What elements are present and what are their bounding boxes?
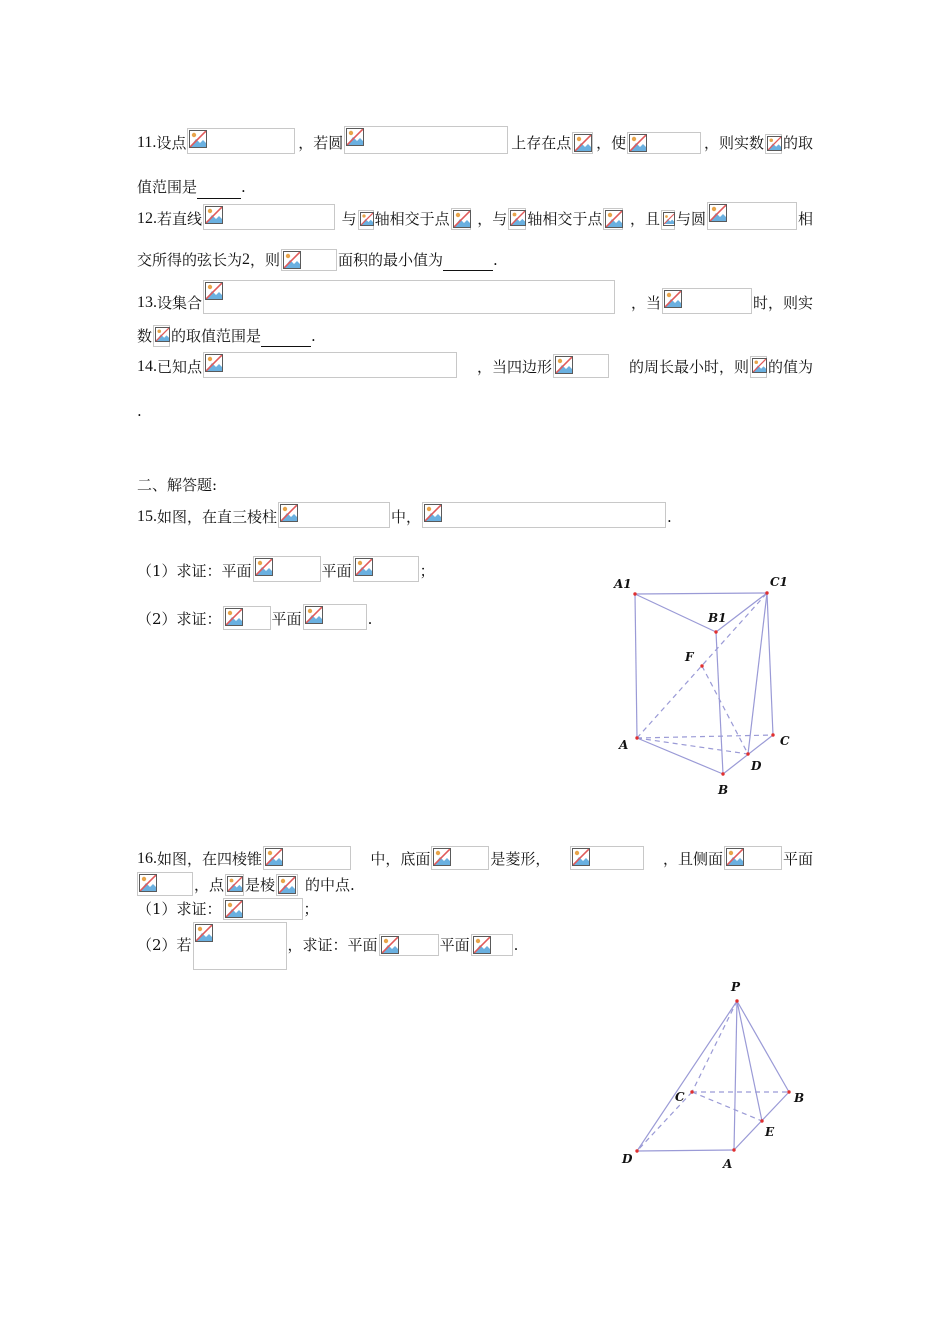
broken-image-icon	[473, 936, 491, 954]
broken-image-icon	[139, 874, 157, 892]
broken-image-icon	[663, 212, 675, 226]
q15-line-1	[137, 502, 813, 528]
q15-text: 中，	[391, 508, 422, 526]
broken-image-icon	[355, 558, 373, 576]
broken-image-icon	[205, 354, 223, 372]
formula-image-placeholder	[765, 134, 782, 154]
broken-image-icon	[225, 900, 243, 918]
q16-part-1	[137, 898, 813, 920]
formula-image-placeholder	[223, 898, 303, 920]
broken-image-icon	[205, 282, 223, 300]
formula-image-placeholder	[750, 356, 767, 378]
q14-text: .	[137, 402, 142, 420]
formula-image-placeholder	[379, 934, 439, 956]
q11-text: 设点	[156, 134, 187, 152]
formula-image-placeholder	[724, 846, 782, 870]
point-C	[690, 1090, 693, 1093]
broken-image-icon	[225, 608, 243, 626]
point-C	[771, 733, 774, 736]
q12-text: 与圆	[675, 210, 706, 228]
q15-text: 平面	[271, 610, 302, 628]
label-P: P	[731, 980, 741, 994]
pyramid-figure	[610, 975, 810, 1175]
broken-image-icon	[360, 212, 374, 226]
broken-image-icon	[280, 504, 298, 522]
hidden-segment-FD	[702, 666, 748, 754]
label-A1: A1	[614, 577, 632, 591]
hidden-segment-CE	[692, 1092, 762, 1121]
point-C1	[765, 591, 768, 594]
formula-image-placeholder	[572, 132, 593, 154]
answer-blank	[197, 176, 241, 199]
broken-image-icon	[381, 936, 399, 954]
label-C1: C1	[770, 575, 788, 589]
edge-PA	[734, 1001, 737, 1150]
broken-image-icon	[305, 606, 323, 624]
formula-image-placeholder	[281, 249, 337, 271]
q12-text: 轴相交于点	[527, 210, 603, 228]
q11-line-1	[137, 126, 813, 154]
q13-text: .	[311, 327, 316, 345]
q14-text: 已知点	[157, 358, 203, 376]
q16-text: 平面	[439, 936, 470, 954]
formula-image-placeholder	[303, 604, 367, 630]
broken-image-icon	[574, 134, 592, 152]
label-B: B	[718, 783, 729, 797]
q12-line-2	[137, 248, 813, 271]
broken-image-icon	[278, 876, 296, 894]
q12-text: 2	[242, 251, 251, 268]
section-title: 二、解答题:	[137, 476, 218, 494]
q13-number: 13.	[137, 294, 157, 311]
q16-text: 的中点.	[305, 876, 355, 894]
q15-text: 平面	[321, 562, 352, 580]
q13-text: 设集合	[157, 294, 203, 312]
formula-image-placeholder	[422, 502, 666, 528]
broken-image-icon	[424, 504, 442, 522]
segment-PE	[737, 1001, 762, 1121]
q16-part-2	[137, 920, 813, 970]
edge-DA	[637, 1150, 734, 1151]
formula-image-placeholder	[508, 208, 526, 230]
q12-text: 与	[341, 210, 357, 228]
formula-image-placeholder	[570, 846, 644, 870]
q15-text: ；	[419, 562, 435, 580]
q11-text: 的取	[782, 134, 813, 152]
q16-text: 平面	[782, 850, 813, 868]
formula-image-placeholder	[344, 126, 508, 154]
point-A	[635, 736, 638, 739]
label-B: B	[794, 1091, 805, 1105]
formula-image-placeholder	[137, 872, 193, 896]
edge-PB	[737, 1001, 789, 1092]
q11-text: 上存在点	[511, 134, 572, 152]
edge-PD	[637, 1001, 737, 1151]
broken-image-icon	[726, 848, 744, 866]
point-D	[746, 752, 749, 755]
broken-image-icon	[189, 130, 207, 148]
q11-text: 值范围是	[137, 178, 198, 196]
q13-line-1	[137, 280, 813, 314]
q12-text: 交所得的弦长为	[137, 251, 243, 269]
q15-text: .	[667, 508, 672, 526]
q14-line-1	[137, 352, 813, 378]
point-P	[735, 999, 738, 1002]
formula-image-placeholder	[707, 202, 797, 230]
label-F: F	[685, 650, 694, 664]
formula-image-placeholder	[253, 556, 321, 582]
broken-image-icon	[767, 136, 782, 151]
label-C: C	[675, 1090, 685, 1104]
label-E: E	[765, 1125, 775, 1139]
formula-image-placeholder	[471, 934, 513, 956]
q13-text: 时，则实	[752, 294, 813, 312]
q13-text: ，当	[630, 294, 661, 312]
point-B1	[714, 630, 717, 633]
formula-image-placeholder	[225, 874, 244, 896]
edge-CC1	[767, 593, 773, 735]
broken-image-icon	[255, 558, 273, 576]
broken-image-icon	[629, 134, 647, 152]
formula-image-placeholder	[358, 210, 374, 230]
edge-A1C1	[635, 593, 767, 594]
point-A1	[633, 592, 636, 595]
broken-image-icon	[283, 251, 301, 269]
q11-number: 11.	[137, 134, 157, 151]
point-A	[732, 1148, 735, 1151]
broken-image-icon	[453, 210, 471, 228]
q12-text: .	[493, 251, 498, 269]
point-D	[635, 1149, 638, 1152]
q16-text: （2）若	[137, 936, 192, 954]
formula-image-placeholder	[353, 556, 419, 582]
formula-image-placeholder	[603, 208, 623, 230]
q16-line-2	[137, 872, 813, 896]
q14-text: ，当四边形	[476, 358, 552, 376]
broken-image-icon	[155, 327, 170, 342]
broken-image-icon	[227, 876, 243, 892]
edge-AA1	[635, 594, 637, 738]
q12-text: ，且	[629, 210, 660, 228]
hidden-segment-AD	[637, 738, 748, 754]
label-A: A	[619, 738, 629, 752]
formula-image-placeholder	[193, 922, 287, 970]
q15-text: （2）求证：	[137, 610, 222, 628]
q15-text: 如图，在直三棱柱	[157, 508, 278, 526]
broken-image-icon	[346, 128, 364, 146]
answer-blank	[443, 248, 493, 271]
prism-figure	[600, 568, 810, 804]
q15-text: （1）求证：平面	[137, 562, 252, 580]
edge-AB	[637, 738, 723, 774]
formula-image-placeholder	[553, 354, 609, 378]
edge-BB1	[716, 632, 723, 774]
q14-text: 的周长最小时，则	[628, 358, 749, 376]
q16-text: 中，底面	[370, 850, 431, 868]
broken-image-icon	[205, 206, 223, 224]
broken-image-icon	[433, 848, 451, 866]
q14-number: 14.	[137, 358, 157, 375]
broken-image-icon	[510, 210, 526, 226]
q11-text: ，使	[596, 134, 627, 152]
point-B	[787, 1090, 790, 1093]
q16-text: ，求证：平面	[287, 936, 378, 954]
q11-text: ，则实数	[703, 134, 764, 152]
formula-image-placeholder	[276, 874, 298, 896]
q12-text: 相	[797, 210, 813, 228]
label-B1: B1	[708, 611, 727, 625]
formula-image-placeholder	[627, 132, 701, 154]
point-F	[700, 664, 703, 667]
formula-image-placeholder	[263, 846, 351, 870]
formula-image-placeholder	[451, 208, 471, 230]
q12-text: ，则	[250, 251, 281, 269]
label-A: A	[723, 1157, 733, 1171]
q16-number: 16.	[137, 850, 157, 867]
broken-image-icon	[265, 848, 283, 866]
label-C: C	[780, 734, 790, 748]
point-E	[760, 1119, 763, 1122]
broken-image-icon	[195, 924, 213, 942]
q13-text: 的取值范围是	[171, 327, 262, 345]
q16-text: ；	[303, 900, 319, 918]
q13-text: 数	[137, 327, 153, 345]
q16-line-1	[137, 846, 813, 870]
q11-text: .	[241, 178, 246, 196]
formula-image-placeholder	[278, 502, 390, 528]
q16-text: （1）求证：	[137, 900, 222, 918]
section-header	[137, 474, 813, 496]
q16-text: ，且侧面	[662, 850, 723, 868]
q12-number: 12.	[137, 210, 157, 227]
q12-text: 轴相交于点	[374, 210, 450, 228]
q12-line-1	[137, 202, 813, 230]
broken-image-icon	[555, 356, 573, 374]
q16-text: 如图，在四棱锥	[157, 850, 263, 868]
q16-text: .	[513, 936, 519, 954]
q11-text: ，若圆	[298, 134, 344, 152]
broken-image-icon	[709, 204, 727, 222]
formula-image-placeholder	[153, 325, 170, 347]
broken-image-icon	[752, 358, 767, 373]
hidden-edge-AC	[637, 735, 773, 738]
label-D: D	[622, 1152, 633, 1166]
hidden-edge-PC	[692, 1001, 737, 1092]
q14-line-2	[137, 400, 813, 422]
q16-text: 是棱	[245, 876, 276, 894]
formula-image-placeholder	[223, 606, 271, 630]
formula-image-placeholder	[203, 204, 335, 230]
q14-text: 的值为	[767, 358, 813, 376]
q15-number: 15.	[137, 508, 157, 525]
broken-image-icon	[572, 848, 590, 866]
broken-image-icon	[664, 290, 682, 308]
answer-blank	[261, 324, 311, 347]
formula-image-placeholder	[662, 288, 752, 314]
formula-image-placeholder	[661, 210, 675, 230]
edge-A1B1	[635, 594, 716, 632]
q16-text: 是菱形，	[490, 850, 551, 868]
q12-text: 若直线	[157, 210, 203, 228]
label-D: D	[751, 759, 762, 773]
segment-C1D	[748, 593, 767, 754]
formula-image-placeholder	[431, 846, 489, 870]
q15-text: .	[367, 610, 373, 628]
q13-line-2	[137, 324, 813, 347]
point-B	[721, 772, 724, 775]
formula-image-placeholder	[187, 128, 295, 154]
formula-image-placeholder	[203, 352, 457, 378]
q12-text: ，与	[477, 210, 508, 228]
broken-image-icon	[605, 210, 623, 228]
q12-text: 面积的最小值为	[338, 251, 444, 269]
q16-text: ，点	[194, 876, 225, 894]
formula-image-placeholder	[203, 280, 615, 314]
q11-line-2	[137, 176, 813, 199]
